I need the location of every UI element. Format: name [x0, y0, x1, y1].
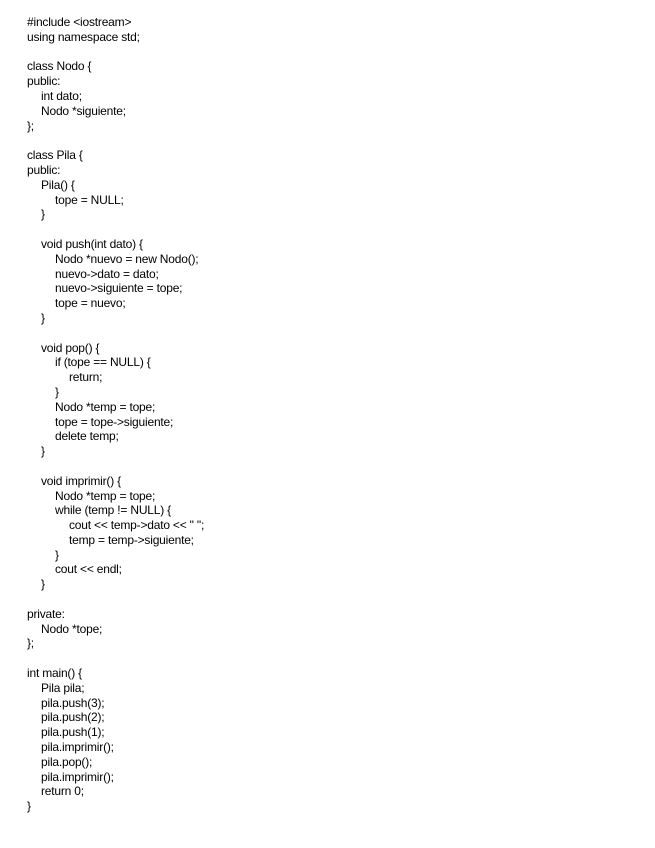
- code-line: [27, 592, 204, 607]
- code-line: }: [41, 310, 45, 325]
- code-line: using namespace std;: [27, 29, 140, 44]
- code-line: cout << temp->dato << " ";: [69, 518, 205, 533]
- code-line: Nodo *temp = tope;: [55, 399, 156, 414]
- code-line: pila.imprimir();: [41, 740, 114, 755]
- code-line: [27, 222, 204, 237]
- code-line: delete temp;: [55, 429, 119, 444]
- code-line: void imprimir() {: [41, 473, 121, 488]
- code-listing: [27, 15, 204, 814]
- code-line: int main() {: [27, 666, 82, 681]
- code-line: [27, 45, 204, 60]
- code-line: tope = NULL;: [55, 192, 124, 207]
- code-line: temp = temp->siguiente;: [69, 532, 194, 547]
- code-line: class Nodo {: [27, 59, 92, 74]
- code-line: Nodo *siguiente;: [41, 103, 126, 118]
- code-line: }: [27, 799, 31, 814]
- code-line: tope = tope->siguiente;: [55, 414, 174, 429]
- code-line: pila.push(2);: [41, 710, 105, 725]
- code-line: Nodo *tope;: [41, 621, 103, 636]
- code-line: pila.imprimir();: [41, 769, 114, 784]
- code-line: [27, 459, 204, 474]
- code-line: return;: [69, 370, 103, 385]
- code-line: Nodo *temp = tope;: [55, 488, 156, 503]
- code-line: int dato;: [41, 88, 82, 103]
- code-line: nuevo->dato = dato;: [55, 266, 159, 281]
- code-line: }: [55, 547, 59, 562]
- code-line: class Pila {: [27, 148, 83, 163]
- code-line: }: [41, 577, 45, 592]
- code-line: tope = nuevo;: [55, 296, 126, 311]
- code-line: #include <iostream>: [27, 15, 132, 29]
- code-line: Pila() {: [41, 177, 75, 192]
- code-line: public:: [27, 74, 61, 89]
- code-line: void push(int dato) {: [41, 236, 143, 251]
- code-line: void pop() {: [41, 340, 100, 355]
- code-line: }: [55, 384, 59, 399]
- code-line: }: [41, 444, 45, 459]
- code-line: Pila pila;: [41, 680, 85, 695]
- code-line: [27, 326, 204, 341]
- code-line: }: [41, 207, 45, 222]
- code-line: nuevo->siguiente = tope;: [55, 281, 183, 296]
- code-line: [27, 651, 204, 666]
- code-line: public:: [27, 162, 61, 177]
- code-line: cout << endl;: [55, 562, 122, 577]
- code-line: private:: [27, 606, 65, 621]
- code-line: pila.push(1);: [41, 725, 105, 740]
- code-line: };: [27, 118, 34, 133]
- code-line: return 0;: [41, 784, 84, 799]
- code-line: while (temp != NULL) {: [55, 503, 171, 518]
- code-line: if (tope == NULL) {: [55, 355, 151, 370]
- code-line: [27, 133, 204, 148]
- code-line: };: [27, 636, 34, 651]
- code-line: pila.push(3);: [41, 695, 105, 710]
- code-line: pila.pop();: [41, 754, 93, 769]
- code-line: Nodo *nuevo = new Nodo();: [55, 251, 199, 266]
